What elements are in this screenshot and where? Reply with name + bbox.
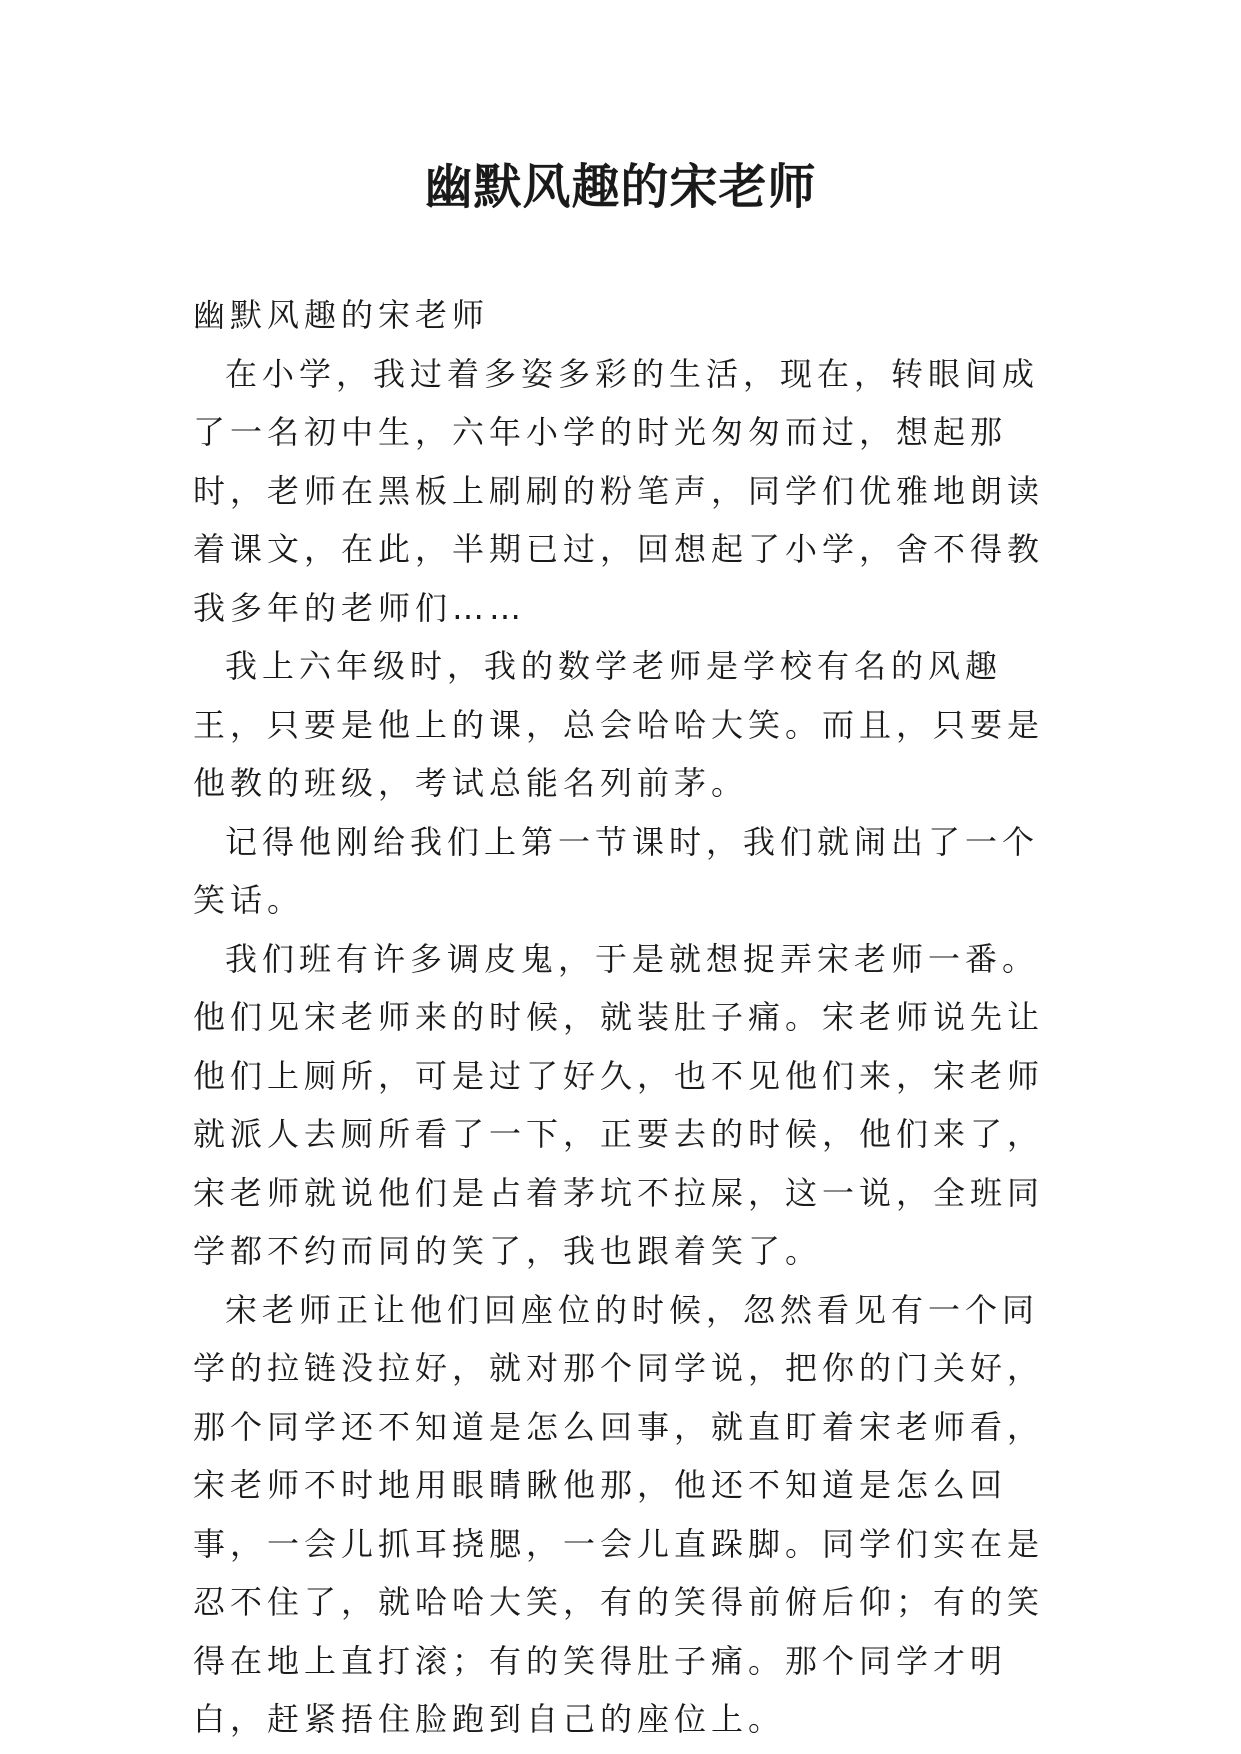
document-subtitle: 幽默风趣的宋老师 [193, 296, 490, 334]
document-body [193, 286, 1073, 1749]
document-title: 幽默风趣的宋老师 [424, 159, 817, 215]
paragraph: 宋老师正让他们回座位的时候，忽然看见有一个同学的拉链没拉好，就对那个同学说，把你的门关好，那个同学还不知道是怎么回事，就直盯着宋老师看，宋老师不时地用眼睛瞅他那，他还不知道是怎么回事，一会儿抓耳挠腮，一会儿直跺脚。同学们实在是忍不住了，就哈哈大笑，有的笑得前俯后仰；有的笑得在地上直打滚；有的笑得肚子痛。那个同学才明白，赶紧捂住脸跑到自己的座位上。 [193, 1290, 1045, 1738]
paragraph: 我们班有许多调皮鬼，于是就想捉弄宋老师一番。他们见宋老师来的时候，就装肚子痛。宋老师说先让他们上厕所，可是过了好久，也不见他们来，宋老师就派人去厕所看了一下，正要去的时候，他们来了，宋老师就说他们是占着茅坑不拉屎，这一说，全班同学都不约而同的笑了，我也跟着笑了。 [193, 939, 1045, 1270]
paragraph: 我上六年级时，我的数学老师是学校有名的风趣王，只要是他上的课，总会哈哈大笑。而且，只要是他教的班级，考试总能名列前茅。 [193, 647, 1045, 802]
paragraph: 记得他刚给我们上第一节课时，我们就闹出了一个笑话。 [193, 822, 1040, 919]
paragraph: 在小学，我过着多姿多彩的生活，现在，转眼间成了一名初中生，六年小学的时光匆匆而过，想起那时，老师在黑板上刷刷的粉笔声，同学们优雅地朗读着课文，在此，半期已过，回想起了小学，舍不得教我多年的老师们…… [193, 354, 1045, 627]
